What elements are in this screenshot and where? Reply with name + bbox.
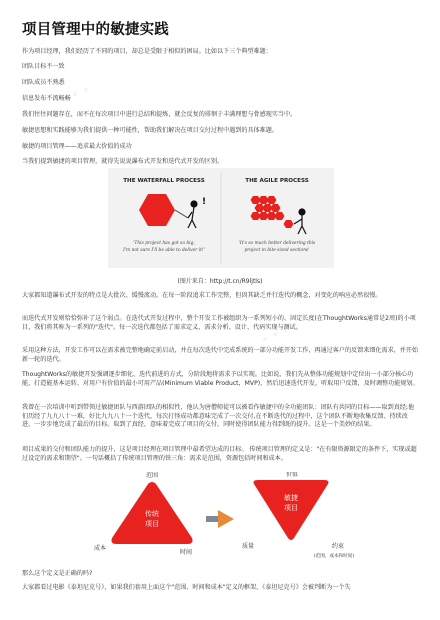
- label-quality: 质量: [241, 543, 255, 550]
- paragraph: 我曾在一次培训中听到带领过敏捷团队与西游团队的相似性，他认为唐僧师徒可以被看作敏捷中的全功能团队：团队有共同的目标——取到真经;他们历经了九九八十一难，好比九九八十一个迭代，每次打怪成功都意味完成了一次交付,在不断迭代的过程中，这个团队不断地收集反馈、持续改进，一步步地完成了最后的目标。取到了真经，意味着完成了项目的交付，同时使得团队能力得到既的提升。这是一个美妙的结果。: [22, 404, 415, 429]
- iron-triangle-figure: [88, 472, 358, 560]
- label-cost: 成本: [93, 545, 107, 552]
- paragraph: 大家都知道瀑布式开发的特点是大批次、缓慢流动。在每一阶段追求工作完整，但因其缺乏并行迭代的概念，对变化的响应必然很慢。: [22, 292, 382, 299]
- agile-title: THE AGILE PROCESS: [245, 178, 309, 184]
- paragraph: 大家都看过电影《泰坦尼克号》，如果我们套用上面这个"范围、时间和成本"定义的框架，《泰坦尼克号》会被判断为一个失: [22, 584, 351, 591]
- paragraph: 采用这种方法，开发工作可以在需求被完整地确定前启动，并在每次迭代中完成系统的一部分功能开发工作，再通过客户的反馈来细化需求，并开始新一轮的迭代。: [22, 347, 419, 363]
- paragraph: 而迭代式开发则恰恰弥补了这个弱点。在迭代式开发过程中，整个开发工作被组织为一系列短小的、固定长度(在ThoughtWorks通常是2周)的小项目，我们将其称为一系列的"迭代"。每一次迭代都包括了需求定义、需求分析、设计、代码实现与测试。: [22, 315, 416, 331]
- problem-item: 团队目标不一致: [22, 63, 65, 70]
- page-title: 项目管理中的敏捷实践: [22, 22, 169, 38]
- agile-label: 敏捷: [284, 494, 298, 502]
- waterfall-title: THE WATERFALL PROCESS: [123, 178, 205, 184]
- problem-item: 团队成员不熟悉: [22, 79, 65, 86]
- paragraph: 敏捷思想和实践能够为我们提供一种可能性，帮助我们解决在项目交付过程中遇到的具体难题。: [22, 127, 278, 134]
- label-time: 时间: [179, 549, 193, 556]
- problem-item: 信息发布不流畅畅: [22, 95, 71, 102]
- label-value: 价值: [285, 472, 299, 478]
- intro-text: 作为项目经理，我们经历了不同的项目，却总是受限于相似的困局。比如以下三个典型难题：: [22, 48, 272, 55]
- paragraph: 当我们提到敏捷的项目管理，就得先说说瀑布式开发和迭代式开发的区别。: [22, 158, 224, 165]
- watermark: ✦ ✦ ✦: [259, 323, 293, 348]
- agile-quote: project in bite-sized sections': [244, 248, 310, 253]
- paragraph: 我们往往问题存在，而不在每次项目中进行总结和提炼，就会反复的徘徊于丰满理想与骨感现实当中。: [22, 111, 297, 118]
- watermark: ✦ ✦ ✦: [59, 83, 93, 108]
- waterfall-quote: 'This project has got so big,: [133, 241, 195, 246]
- agile-label: 项目: [284, 504, 298, 512]
- agile-quote: 'It's so much better delivering this: [238, 241, 316, 246]
- section-heading: 敏捷的项目管理——追求最大价值的成功: [22, 143, 132, 150]
- svg-text:!: !: [202, 197, 207, 207]
- waterfall-vs-agile-figure: [108, 168, 334, 268]
- paragraph: 那么这个定义是正确的吗?: [22, 570, 93, 577]
- label-constraint: 约束: [331, 543, 345, 550]
- waterfall-quote: I'm not sure I'll be able to deliver it!': [123, 248, 205, 253]
- paragraph: ThoughtWorks的敏捷开发强调逐步细化、迭代前进的方式，分阶段地将需求予以实现。比如说，我们先从整体功能规划中定位出一小部分核心功能，打造能基本运转、对用户有价值的最小可用产品(Minimum Viable Product，MVP)，然后迅速迭代开发，听取用户反馈，及时调整功能规划。: [22, 371, 419, 387]
- label-constraint-sub: (范围，成本和时间): [313, 554, 355, 559]
- label-scope: 范围: [145, 472, 159, 479]
- traditional-label: 项目: [145, 520, 159, 528]
- traditional-label: 传统: [145, 510, 159, 518]
- paragraph: 项目成果的交付和团队能力的提升，这是项目经理在项目管理中最希望达成的目标。 传统项目管理的定义是："在有限资源限定的条件下，实现或超过设定的需求和期望"。一句话概括了传统项目管理的铁三角：需求是范围，资源包括时间和成本。: [22, 446, 417, 462]
- figure-caption: (图片来自：http://t.cn/R9ljtls): [177, 278, 263, 285]
- arrow-right-icon: [206, 510, 234, 528]
